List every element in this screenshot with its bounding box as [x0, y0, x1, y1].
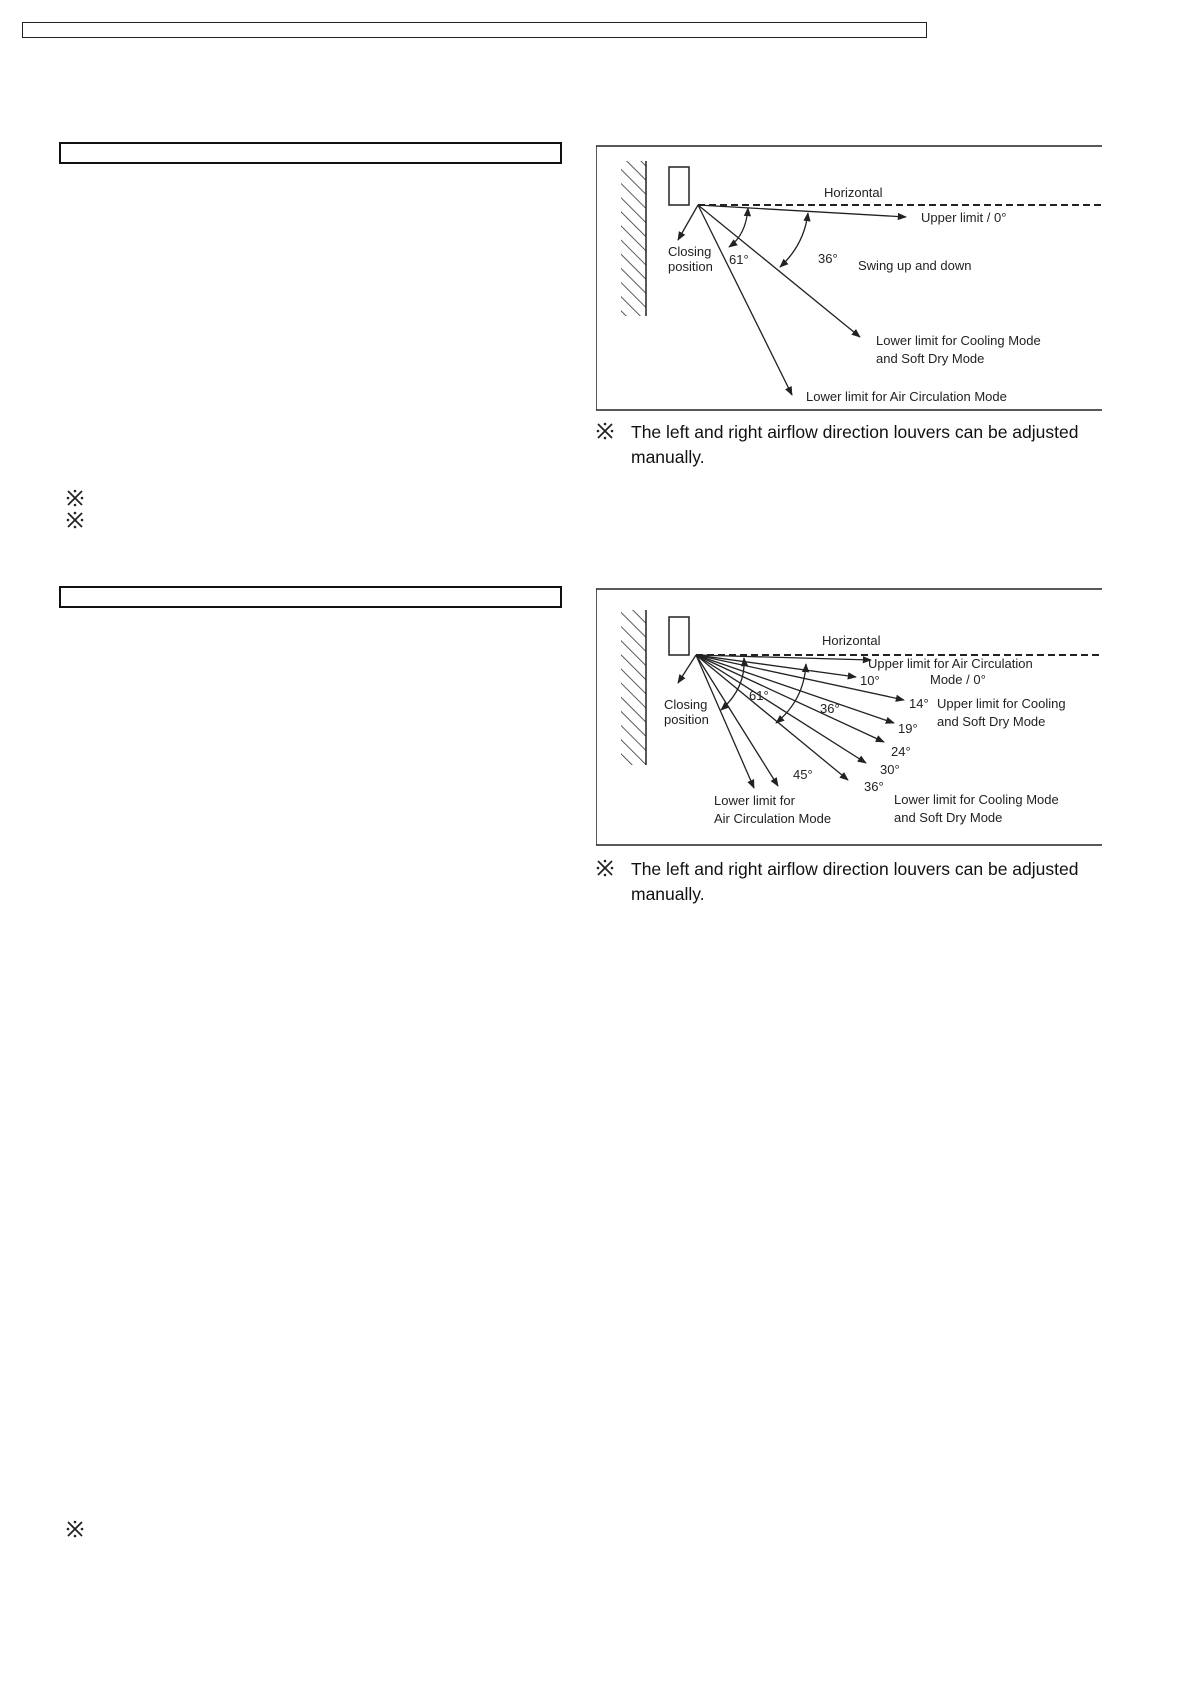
section-title-box-1 — [59, 142, 562, 164]
lower-air-arrow — [698, 205, 792, 395]
label-angle-30: 30° — [880, 762, 900, 777]
note-1-text: The left and right airflow direction louvers can be adjusted manually. — [631, 422, 1079, 467]
angle-arc-61 — [721, 658, 744, 710]
label-closing-line2: position — [668, 259, 713, 274]
unit-outlet — [669, 617, 689, 655]
airflow-diagram-1 — [596, 145, 1102, 415]
label-angle-10: 10° — [860, 673, 880, 688]
unit-outlet — [669, 167, 689, 205]
label-angle-61: 61° — [749, 688, 769, 703]
label-lower-cool-line1: Lower limit for Cooling Mode — [894, 792, 1059, 807]
angle-arc-36 — [780, 213, 808, 267]
label-lower-air-line2: Air Circulation Mode — [714, 811, 832, 826]
label-lower-air-line1: Lower limit for — [714, 793, 795, 808]
lower-cool-arrow — [698, 205, 860, 337]
label-lower-air: Lower limit for Air Circulation Mode — [806, 389, 1007, 404]
label-angle-24: 24° — [891, 744, 911, 759]
label-lower-cool-line2: and Soft Dry Mode — [894, 810, 1003, 825]
note-2-text: The left and right airflow direction louvers can be adjusted manually. — [631, 859, 1079, 904]
arrow-19 — [696, 655, 894, 723]
label-angle-36-fan: 36° — [864, 779, 884, 794]
label-closing-line1: Closing — [664, 697, 708, 712]
label-angle-19: 19° — [898, 721, 918, 736]
label-angle-45: 45° — [793, 767, 813, 782]
reference-mark-icon — [596, 859, 614, 877]
reference-mark-icon — [66, 489, 84, 507]
airflow-diagram-2 — [596, 588, 1102, 850]
label-angle-36: 36° — [818, 251, 838, 266]
closing-arrow — [678, 205, 698, 240]
airflow-diagram-2-svg — [596, 588, 1102, 850]
wall-hatch — [621, 161, 646, 316]
label-angle-36-arc: 36° — [820, 701, 840, 716]
label-horizontal: Horizontal — [822, 633, 881, 648]
label-upper-cool-line1: Upper limit for Cooling — [937, 696, 1066, 711]
angle-arc-61 — [729, 208, 748, 247]
label-horizontal: Horizontal — [824, 185, 883, 200]
airflow-diagram-1-svg — [596, 145, 1102, 415]
reference-mark-icon — [596, 422, 614, 440]
label-angle-61: 61° — [729, 252, 749, 267]
label-closing-line2: position — [664, 712, 709, 727]
section-title-box-2 — [59, 586, 562, 608]
label-lower-cool-line1: Lower limit for Cooling Mode — [876, 333, 1041, 348]
reference-mark-icon — [66, 1520, 84, 1538]
label-upper-limit: Upper limit / 0° — [921, 210, 1007, 225]
header-box — [22, 22, 927, 38]
closing-arrow — [678, 655, 696, 683]
label-upper-air-line2: Mode / 0° — [930, 672, 986, 687]
reference-mark-icon — [66, 511, 84, 529]
label-swing: Swing up and down — [858, 258, 972, 273]
label-upper-air-line1: Upper limit for Air Circulation — [868, 656, 1033, 671]
wall-hatch — [621, 610, 646, 765]
label-angle-14: 14° — [909, 696, 929, 711]
upper-limit-arrow — [698, 205, 906, 217]
arrow-36 — [696, 655, 848, 780]
label-upper-cool-line2: and Soft Dry Mode — [937, 714, 1046, 729]
label-lower-cool-line2: and Soft Dry Mode — [876, 351, 985, 366]
label-closing-line1: Closing — [668, 244, 712, 259]
